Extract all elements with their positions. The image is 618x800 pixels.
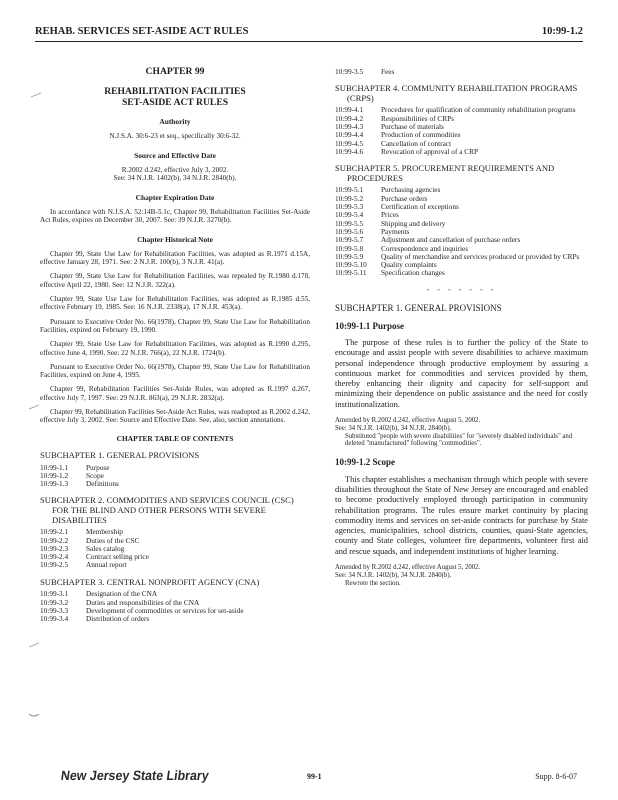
- chapter-title-line-2: SET-ASIDE ACT RULES: [121, 97, 229, 109]
- toc-section-title: Specification changes: [381, 268, 445, 278]
- toc-section-title: Shipping and delivery: [381, 218, 446, 228]
- toc-section-number: 10:99-4.2: [335, 113, 364, 123]
- header-section-number: 10:99-1.2: [541, 26, 583, 37]
- rule-scope-heading: 10:99-1.2 Scope: [335, 457, 395, 468]
- toc-section-number: 10:99-5.1: [335, 185, 364, 195]
- toc-subchapter-heading: SUBCHAPTER 4. COMMUNITY REHABILITATION PROGRAMS (CRPS): [335, 83, 578, 103]
- toc-entry: [335, 115, 588, 123]
- toc-section-title: Revocation of approval of a CRP: [381, 146, 479, 156]
- toc-section-title: Purchase of materials: [381, 122, 444, 132]
- toc-entry: [335, 220, 588, 228]
- amendment-line: See: 34 N.J.R. 1402(b), 34 N.J.R. 2840(b).: [335, 571, 452, 579]
- toc-section-number: 10:99-4.3: [335, 122, 364, 132]
- historical-note: Chapter 99, State Use Law for Rehabilitation Facilities, was repealed by R.1980 d.178, effective April 22, 1980. See: 12 N.J.R. 322(a).: [40, 272, 310, 289]
- amendment-note: Rewrote the section.: [345, 579, 401, 587]
- historical-note: Chapter 99, State Use Law for Rehabilitation Facilities, was adopted as R.1990 d.295, effective June 4, 1990. See: 22 N.J.R. 766(a), 22 N.J.R. 1724(b).: [40, 340, 310, 357]
- toc-section-number: 10:99-3.2: [40, 597, 69, 607]
- toc-section-title: Adjustment and cancellation of purchase orders: [381, 235, 521, 245]
- toc-section-title: Payments: [381, 226, 410, 236]
- source-heading: Source and Effective Date: [134, 151, 216, 161]
- toc-subchapter-heading: SUBCHAPTER 1. GENERAL PROVISIONS: [40, 450, 200, 460]
- toc-section-number: 10:99-5.11: [335, 268, 367, 278]
- toc-section-number: 10:99-3.4: [40, 614, 69, 624]
- toc-subchapter-heading: SUBCHAPTER 3. CENTRAL NONPROFIT AGENCY (CNA): [40, 576, 260, 587]
- table-of-contents-right: [335, 68, 588, 278]
- toc-entry: [335, 186, 588, 194]
- toc-section-number: 10:99-5.4: [335, 210, 364, 220]
- toc-section-title: Fees: [381, 67, 395, 76]
- toc-section-number: 10:99-3.1: [40, 589, 69, 599]
- toc-heading: CHAPTER TABLE OF CONTENTS: [116, 433, 234, 443]
- toc-section-title: Procedures for qualification of community rehabilitation programs: [381, 105, 576, 115]
- toc-entry: [40, 528, 310, 536]
- toc-section-number: 10:99-4.6: [335, 146, 364, 156]
- table-of-contents-left: [40, 451, 310, 624]
- rule-purpose-amendment: [335, 417, 588, 448]
- rule-purpose-heading: 10:99-1.1 Purpose: [335, 320, 404, 331]
- toc-section-title: Cancellation of contract: [381, 138, 452, 148]
- toc-entry: [335, 68, 588, 76]
- toc-section-title: Annual report: [86, 560, 127, 570]
- toc-section-number: 10:99-2.2: [40, 535, 69, 545]
- page-number: 99-1: [307, 772, 322, 781]
- toc-entry: [335, 203, 588, 211]
- toc-section-number: 10:99-5.8: [335, 243, 364, 253]
- page-footer: [35, 768, 583, 790]
- toc-entry: [40, 537, 310, 545]
- toc-section-title: Duties and responsibilities of the CNA: [86, 597, 200, 607]
- toc-section-title: Duties of the CSC: [86, 535, 140, 545]
- toc-section-title: Designation of the CNA: [86, 589, 158, 599]
- toc-section-number: 10:99-5.7: [335, 235, 364, 245]
- toc-entry: [40, 615, 310, 623]
- toc-section-number: 10:99-3.3: [40, 605, 69, 615]
- toc-section-number: 10:99-5.6: [335, 226, 364, 236]
- toc-section-title: Purpose: [86, 462, 110, 472]
- toc-entry: [335, 269, 588, 277]
- toc-entry: [335, 211, 588, 219]
- amendment-line: See: 34 N.J.R. 1402(b), 34 N.J.R. 2840(b).: [335, 424, 452, 432]
- supplement-date: Supp. 8-6-07: [535, 772, 577, 781]
- toc-section-title: Definitions: [86, 479, 119, 489]
- chapter-title-line-1: REHABILITATION FACILITIES: [104, 86, 246, 98]
- subchapter-1-heading: SUBCHAPTER 1. GENERAL PROVISIONS: [335, 303, 502, 314]
- toc-section-number: 10:99-1.2: [40, 470, 69, 480]
- toc-entry: [40, 480, 310, 488]
- toc-section-number: 10:99-1.3: [40, 479, 69, 489]
- toc-section-title: Certification of exceptions: [381, 202, 459, 212]
- expiration-heading: Chapter Expiration Date: [135, 193, 215, 203]
- toc-entry: [335, 195, 588, 203]
- expiration-text: In accordance with N.J.S.A. 52:14B-5.1c, Chapter 99, Rehabilitation Facilities Set-Aside Act Rules, expires on December 30, 2007. See: 39 N.J.R. 3270(b).: [40, 207, 310, 225]
- toc-entry: [335, 261, 588, 269]
- historical-note: Pursuant to Executive Order No. 66(1978), Chapter 99, State Use Law for Rehabilitation Facilities, expired on February 19, 1990.: [40, 317, 310, 334]
- margin-pencil-mark: [28, 712, 40, 718]
- rule-purpose-body: The purpose of these rules is to further the policy of the State to encourage and assist people with severe disabilities to achieve maximum personal independence through productive employment by assuring a continuous market for commodities and services provided by them, thereby enhancing their dignity and capacity for self-support and minimizing their dependence on public assistance and the need for costly institutionalization.: [335, 337, 588, 409]
- amendment-line: Amended by R.2002 d.242, effective August 5, 2002.: [335, 417, 481, 425]
- source-line-1: R.2002 d.242, effective July 3, 2002.: [121, 165, 229, 174]
- toc-section-title: Sales catalog: [86, 543, 125, 553]
- toc-entry: [335, 123, 588, 131]
- toc-entry: [40, 472, 310, 480]
- authority-heading: Authority: [159, 117, 191, 127]
- toc-section-number: 10:99-2.3: [40, 543, 69, 553]
- section-separator: - - - - - - -: [426, 284, 497, 294]
- historical-note: Chapter 99, State Use Law for Rehabilitation Facilities, was adopted as R.1985 d.55, effective February 19, 1985. See: 16 N.J.R. 2338(a), 17 N.J.R. 453(a).: [40, 295, 310, 312]
- left-column: [40, 68, 310, 624]
- historical-note-heading: Chapter Historical Note: [137, 235, 213, 245]
- right-column: [335, 68, 588, 594]
- toc-section-number: 10:99-5.10: [335, 260, 367, 270]
- toc-entry: [40, 607, 310, 615]
- margin-pencil-mark: [28, 404, 40, 410]
- toc-section-title: Responsibilities of CRPs: [381, 113, 454, 123]
- toc-section-number: 10:99-5.9: [335, 251, 364, 261]
- toc-section-title: Production of commodities: [381, 130, 461, 140]
- source-line-2: See: 34 N.J.R. 1402(b), 34 N.J.R. 2840(b).: [113, 174, 237, 183]
- toc-section-title: Correspondence and inquiries: [381, 243, 469, 253]
- toc-section-number: 10:99-1.1: [40, 462, 69, 472]
- chapter-title: [40, 86, 310, 108]
- toc-entry: [335, 148, 588, 156]
- toc-section-title: Membership: [86, 527, 123, 537]
- toc-section-number: 10:99-2.4: [40, 552, 69, 562]
- toc-section-number: 10:99-4.1: [335, 105, 364, 115]
- margin-pencil-mark: [30, 92, 42, 98]
- toc-entry: [40, 464, 310, 472]
- historical-notes: [40, 250, 310, 425]
- toc-section-number: 10:99-2.5: [40, 560, 69, 570]
- toc-section-title: Quality of merchandise and services produced or provided by CRPs: [381, 251, 580, 261]
- toc-entry: [40, 545, 310, 553]
- chapter-number: CHAPTER 99: [145, 66, 205, 77]
- rule-scope-amendment: [335, 564, 588, 587]
- toc-section-title: Development of commodities or services for set-aside: [86, 605, 244, 615]
- toc-section-title: Distribution of orders: [86, 614, 150, 624]
- running-header: [35, 26, 583, 42]
- toc-section-number: 10:99-4.4: [335, 130, 364, 140]
- toc-entry: [335, 253, 588, 261]
- toc-entry: [335, 131, 588, 139]
- toc-subchapter-heading: SUBCHAPTER 2. COMMODITIES AND SERVICES COUNCIL (CSC) FOR THE BLIND AND OTHER PERSONS WITH SEVERE DISABILITIES: [40, 495, 294, 525]
- toc-section-title: Scope: [86, 470, 104, 480]
- toc-subchapter-heading: SUBCHAPTER 5. PROCUREMENT REQUIREMENTS AND PROCEDURES: [335, 163, 555, 183]
- toc-section-number: 10:99-5.2: [335, 193, 364, 203]
- historical-note: Chapter 99, State Use Law for Rehabilitation Facilities, was adopted as R.1971 d.15A, effective January 28, 1971. See: 2 N.J.R. 100(b), 3 N.J.R. 41(a).: [40, 249, 310, 267]
- amendment-note: Substituted "people with severe disabilities" for "severely disabled individuals" and deleted "manufactured" following "commodities".: [345, 432, 573, 448]
- toc-section-title: Prices: [381, 210, 399, 220]
- toc-section-title: Purchasing agencies: [381, 185, 441, 195]
- toc-entry: [335, 106, 588, 114]
- historical-note: Pursuant to Executive Order No. 66(1978), Chapter 99, State Use Law for Rehabilitation Facilities, expired on June 4, 1995.: [40, 362, 310, 380]
- toc-section-number: 10:99-4.5: [335, 138, 364, 148]
- historical-note: Chapter 99, Rehabilitation Facilities Set-Aside Act Rules, was readopted as R.2002 d.242, effective July 3, 2002. See: Source and Effective Date. See, also, section annotations.: [40, 408, 310, 425]
- toc-entry: [40, 561, 310, 569]
- authority-text: N.J.S.A. 30:6-23 et seq., specifically 30:6-32.: [109, 131, 241, 140]
- toc-section-title: Quality complaints: [381, 260, 437, 270]
- toc-section-title: Purchase orders: [381, 193, 428, 203]
- toc-section-number: 10:99-3.5: [335, 67, 364, 76]
- historical-note: Chapter 99, Rehabilitation Facilities Set-Aside Rules, was adopted as R.1997 d.267, effective July 7, 1997. See: 29 N.J.R. 863(a), 29 N.J.R. 2832(a).: [40, 385, 310, 402]
- library-stamp-logo: New Jersey State Library: [60, 768, 210, 783]
- margin-pencil-mark: [28, 642, 40, 648]
- header-title: REHAB. SERVICES SET-ASIDE ACT RULES: [35, 26, 249, 37]
- toc-entry: [40, 553, 310, 561]
- toc-section-number: 10:99-5.3: [335, 202, 364, 212]
- toc-section-number: 10:99-5.5: [335, 218, 364, 228]
- rule-scope-body: This chapter establishes a mechanism through which people with severe disabilities throughout the State of New Jersey are encouraged and enabled to become productively employed through participation in community rehabilitation programs. The rules ensure market continuity by placing commodity items and services on set-aside contracts for purchase by State agencies, municipalities, school districts, counties, quasi-State agencies, county and State colleges, volunteer fire departments, volunteer first aid and rescue squads, and independent institutions of higher learning.: [335, 474, 588, 556]
- toc-section-number: 10:99-2.1: [40, 527, 69, 537]
- toc-section-title: Contract selling price: [86, 552, 149, 562]
- amendment-line: Amended by R.2002 d.242, effective August 5, 2002.: [335, 563, 481, 571]
